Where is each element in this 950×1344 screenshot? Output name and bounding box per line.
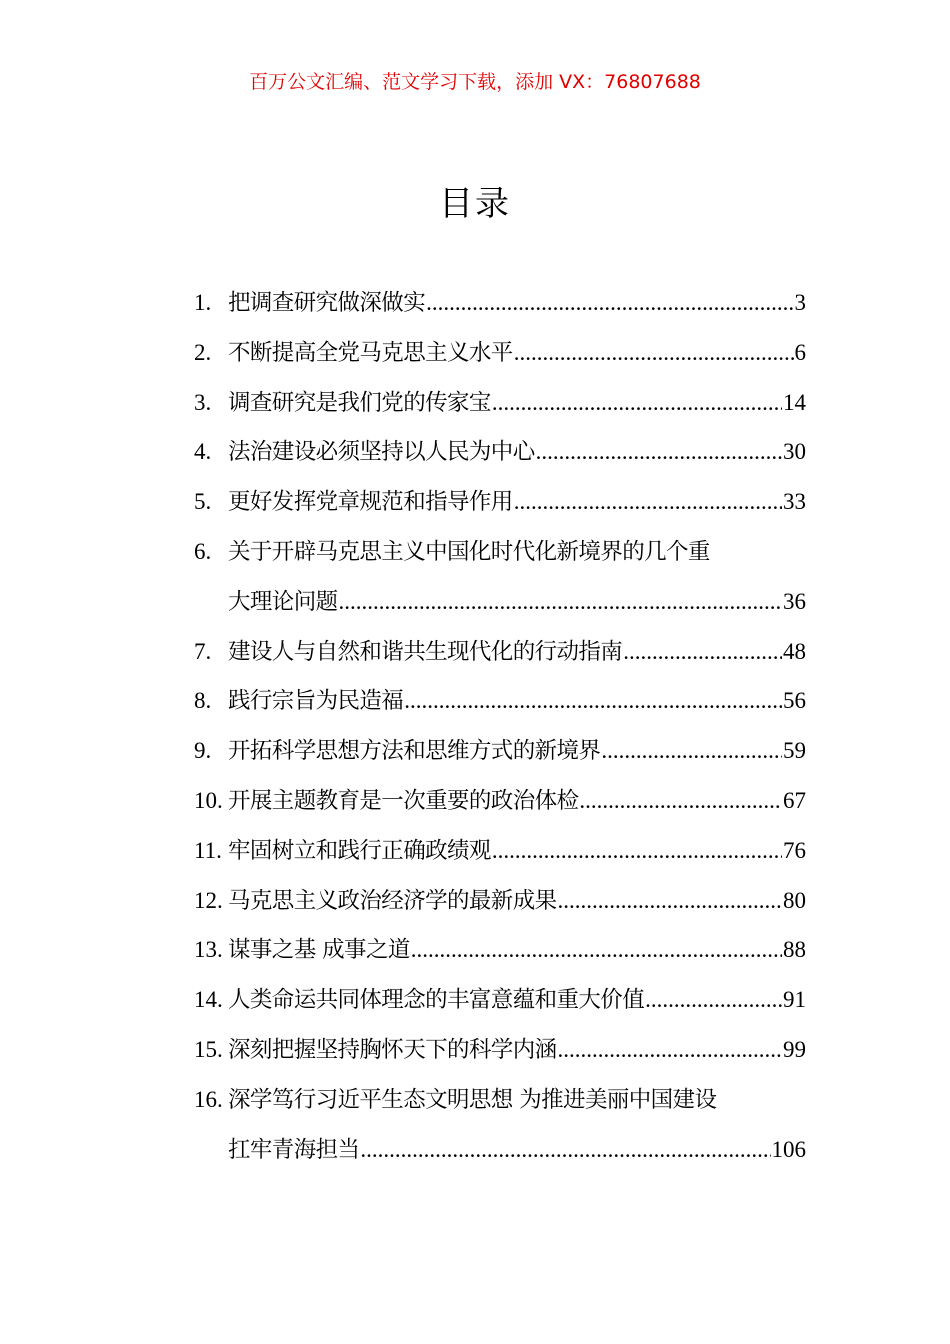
toc-page-number: 76 [783,837,806,863]
toc-page-number: 6 [794,339,806,365]
toc-entry-title: 深学笃行习近平生态文明思想 为推进美丽中国建设 [228,1086,717,1113]
toc-dot-leader [514,477,782,527]
toc-entry-title: 牢固树立和践行正确政绩观 [228,837,491,864]
toc-entry-number: 8. [194,688,212,714]
toc-dot-leader [411,925,782,975]
toc-line [194,826,806,876]
toc-line [194,427,806,477]
toc-entry-number: 1. [194,290,212,315]
toc-dot-leader [558,876,782,926]
toc-entry-title: 开拓科学思想方法和思维方式的新境界 [228,738,601,765]
toc-dot-leader [360,1125,770,1175]
toc-line [194,1025,806,1075]
toc-entry-title: 建设人与自然和谐共生现代化的行动指南 [228,638,623,665]
header-note: 百万公文汇编、范文学习下载，添加 VX：76807688 [249,71,701,93]
toc-entry[interactable] [194,925,806,975]
toc-entry[interactable] [194,726,806,776]
toc-entry-number: 5. [194,489,212,515]
toc-line [194,925,806,975]
toc-page-number: 48 [783,638,806,664]
toc-entry[interactable] [194,676,806,726]
toc-dot-leader [514,328,794,378]
toc-entry[interactable] [194,627,806,677]
toc-line [194,776,806,826]
toc-entry[interactable] [194,527,806,627]
toc-dot-leader [339,577,782,627]
toc-dot-leader [558,1025,782,1075]
toc-entry-number: 14. [194,987,223,1013]
toc-entry-title: 扛牢青海担当 [228,1136,360,1163]
toc-entry[interactable] [194,1025,806,1075]
toc-entry-number: 4. [194,439,212,465]
toc-entry[interactable] [194,776,806,826]
toc-line [194,726,806,776]
toc-entry-number: 13. [194,937,223,963]
toc-entry-number: 11. [194,837,222,863]
toc-entry-number: 9. [194,738,212,764]
toc-line [194,627,806,677]
toc-line [194,876,806,926]
toc-page-number: 88 [783,937,806,963]
toc-entry-title: 谋事之基 成事之道 [228,937,410,964]
toc-entry-title: 大理论问题 [228,588,338,615]
toc-entry-number: 3. [194,389,212,415]
toc-line [194,577,806,627]
toc-page-number: 3 [794,290,806,315]
toc-entry[interactable] [194,427,806,477]
toc-entry[interactable] [194,975,806,1025]
toc-entry-title: 关于开辟马克思主义中国化时代化新境界的几个重 [228,538,710,565]
toc-entry[interactable] [194,826,806,876]
toc-line [194,1125,806,1175]
toc-line [194,527,806,577]
toc-entry-number: 2. [194,339,212,365]
toc-page-number: 59 [783,738,806,764]
toc-title: 目录 [439,184,511,224]
toc-line [194,278,806,328]
toc-entry-title: 更好发挥党章规范和指导作用 [228,489,513,516]
toc-entry[interactable] [194,876,806,926]
toc-entry-title: 人类命运共同体理念的丰富意蕴和重大价值 [228,987,645,1014]
toc-page-number: 80 [783,887,806,913]
toc-dot-leader [601,726,782,776]
toc-entry-number: 6. [194,538,212,564]
toc-page-number: 36 [783,588,806,614]
toc-entry[interactable] [194,278,806,328]
toc-dot-leader [623,627,782,677]
toc-entry[interactable] [194,477,806,527]
toc-line [194,975,806,1025]
toc-dot-leader [404,676,782,726]
toc-list [194,278,806,1174]
toc-entry-title: 马克思主义政治经济学的最新成果 [228,887,557,914]
toc-page-number: 30 [783,439,806,465]
toc-line [194,328,806,378]
toc-entry-number: 16. [194,1086,223,1112]
toc-entry-title: 法治建设必须坚持以人民为中心 [228,439,535,466]
toc-page-number: 14 [783,389,806,415]
toc-entry-title: 把调查研究做深做实 [228,290,426,316]
toc-dot-leader [426,278,793,328]
toc-dot-leader [645,975,782,1025]
toc-entry-title: 深刻把握坚持胸怀天下的科学内涵 [228,1036,557,1063]
toc-dot-leader [536,427,782,477]
toc-line [194,1075,806,1125]
toc-entry[interactable] [194,1075,806,1175]
toc-entry-title: 调查研究是我们党的传家宝 [228,389,491,416]
toc-entry[interactable] [194,378,806,428]
toc-dot-leader [492,826,782,876]
toc-line [194,477,806,527]
toc-page-number: 106 [771,1136,806,1162]
toc-page-number: 33 [783,489,806,515]
toc-entry-number: 7. [194,638,212,664]
toc-page-number: 67 [783,787,806,813]
toc-line [194,676,806,726]
toc-entry-title: 不断提高全党马克思主义水平 [228,339,513,366]
toc-entry[interactable] [194,328,806,378]
toc-line [194,378,806,428]
toc-dot-leader [492,378,782,428]
toc-entry-title: 开展主题教育是一次重要的政治体检 [228,787,579,814]
toc-page-number: 99 [783,1036,806,1062]
toc-entry-number: 15. [194,1036,223,1062]
toc-page-number: 91 [783,987,806,1013]
toc-entry-number: 10. [194,787,223,813]
toc-entry-number: 12. [194,887,223,913]
toc-page-number: 56 [783,688,806,714]
toc-dot-leader [579,776,782,826]
toc-entry-title: 践行宗旨为民造福 [228,688,404,715]
